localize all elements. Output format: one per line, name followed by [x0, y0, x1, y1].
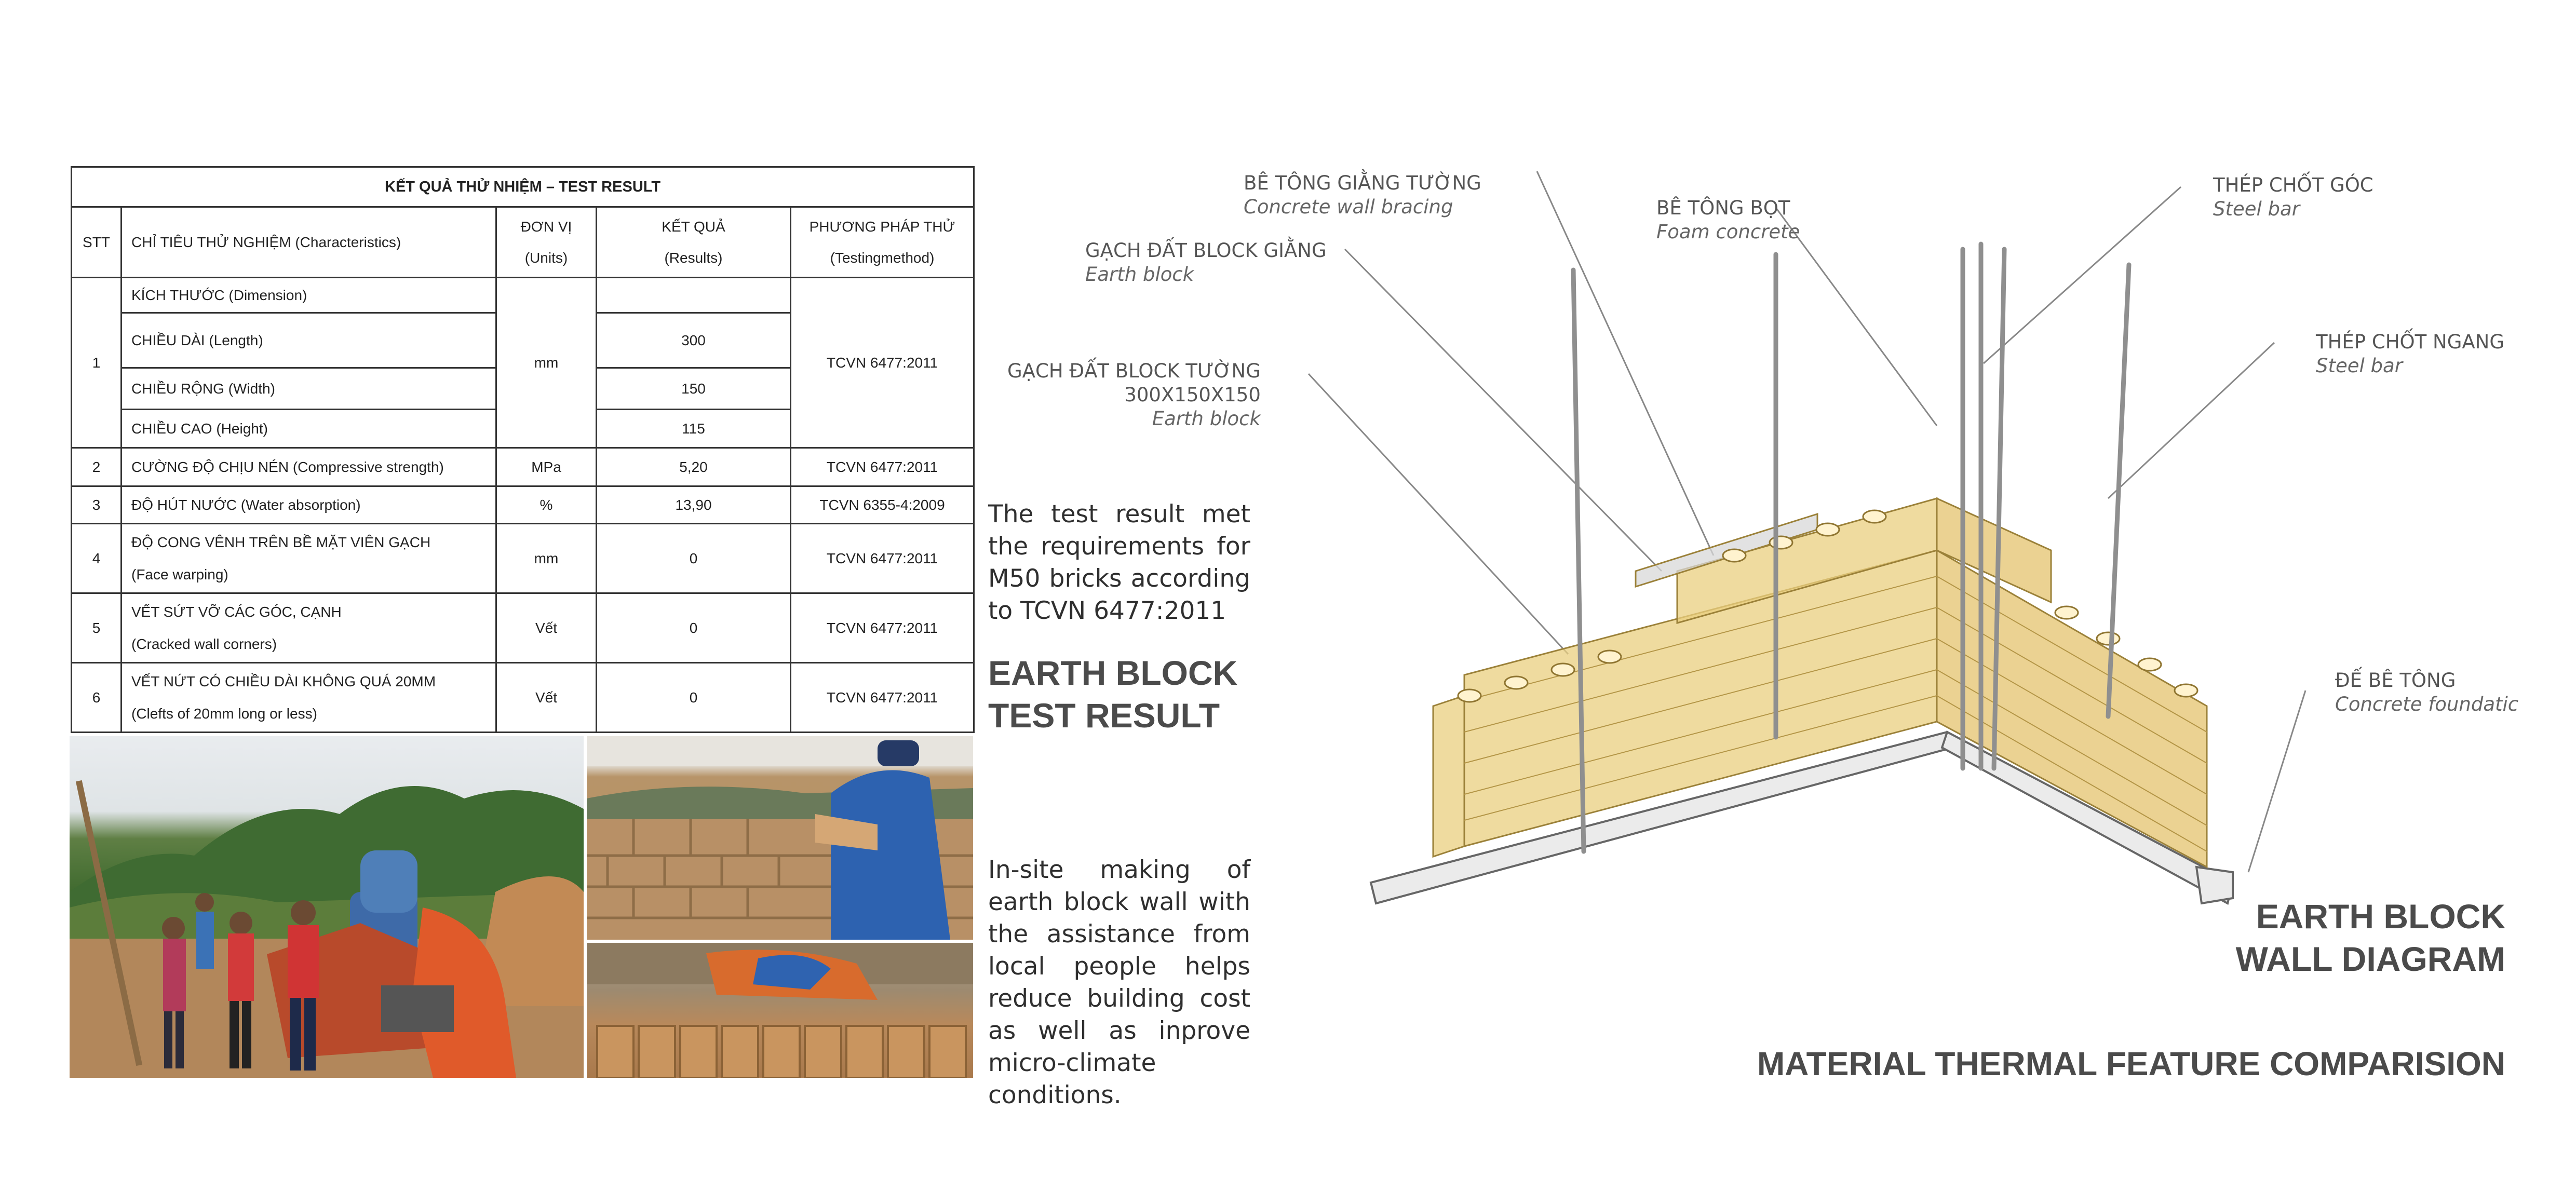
leader-line: [1309, 374, 1568, 654]
table-row: [72, 663, 974, 733]
row-stt: 5: [72, 593, 122, 663]
block-laying-photo: [587, 736, 973, 940]
table-row: [72, 448, 974, 486]
row-method: TCVN 6477:2011: [791, 278, 974, 448]
row-method: TCVN 6477:2011: [791, 448, 974, 486]
leader-line: [2248, 690, 2305, 872]
table-row: [72, 524, 974, 593]
row-unit: Vết: [496, 593, 597, 663]
row-result: 0: [597, 663, 791, 733]
table-row: [72, 486, 974, 524]
label-earth-block-wall: GẠCH ĐẤT BLOCK TƯỜNG 300X150X150 Earth block: [1007, 360, 1261, 430]
row-characteristic: CHIỀU CAO (Height): [122, 410, 496, 448]
header-method: PHƯƠNG PHÁP THỬ (Testingmethod): [791, 207, 974, 278]
row-characteristic: CHIỀU RỘNG (Width): [122, 368, 496, 410]
label-horizontal-steel: THÉP CHỐT NGANG Steel bar: [2316, 331, 2505, 377]
label-corner-steel: THÉP CHỐT GÓC Steel bar: [2213, 174, 2373, 220]
row-stt: 4: [72, 524, 122, 593]
row-characteristic: ĐỘ HÚT NƯỚC (Water absorption): [122, 486, 496, 524]
row-stt: 3: [72, 486, 122, 524]
label-wall-bracing: BÊ TÔNG GIẰNG TƯỜNG Concrete wall bracing: [1244, 172, 1481, 218]
block-stack-photo: [587, 943, 973, 1078]
header-characteristics: CHỈ TIÊU THỬ NGHIỆM (Characteristics): [122, 207, 496, 278]
header-units: ĐƠN VỊ (Units): [496, 207, 597, 278]
row-unit: MPa: [496, 448, 597, 486]
row-method: TCVN 6477:2011: [791, 524, 974, 593]
wall-diagram-heading: EARTH BLOCK WALL DIAGRAM: [2235, 897, 2505, 978]
row-characteristic: VẾT NỨT CÓ CHIỀU DÀI KHÔNG QUÁ 20MM (Clefts of 20mm long or less): [122, 663, 496, 733]
table-caption: KẾT QUẢ THỬ NHIỆM – TEST RESULT: [72, 167, 974, 207]
site-making-description: In-site making of earth block wall with the assistance from local people helps reduce building cost as well as inprove micro-climate conditions.: [988, 856, 1250, 1109]
label-foam-concrete: BÊ TÔNG BỌT Foam concrete: [1656, 197, 1800, 243]
row-characteristic: CƯỜNG ĐỘ CHỊU NÉN (Compressive strength): [122, 448, 496, 486]
row-unit: Vết: [496, 663, 597, 733]
table-row: [72, 593, 974, 663]
row-result: 300: [597, 313, 791, 368]
row-method: TCVN 6477:2011: [791, 593, 974, 663]
row-stt: 2: [72, 448, 122, 486]
row-result: 5,20: [597, 448, 791, 486]
row-characteristic: KÍCH THƯỚC (Dimension): [122, 278, 496, 313]
row-stt: 6: [72, 663, 122, 733]
row-result: 115: [597, 410, 791, 448]
earth-block-wall-diagram: [1298, 156, 2534, 966]
label-earth-block-bracing: GẠCH ĐẤT BLOCK GIẰNG Earth block: [1085, 239, 1327, 286]
test-result-heading: EARTH BLOCK TEST RESULT: [988, 654, 1238, 735]
row-unit: %: [496, 486, 597, 524]
row-method: TCVN 6477:2011: [791, 663, 974, 733]
test-result-description: The test result met the requirements for M50 bricks according to TCVN 6477:2011: [988, 500, 1250, 625]
row-stt: 1: [72, 278, 122, 448]
site-machine-photo: [70, 736, 584, 1078]
leader-line: [1776, 208, 1937, 426]
test-result-table: [71, 166, 975, 733]
row-result: 0: [597, 593, 791, 663]
header-stt: STT: [72, 207, 122, 278]
row-result: 0: [597, 524, 791, 593]
leader-line: [2108, 343, 2274, 498]
row-characteristic: VẾT SỨT VỠ CÁC GÓC, CẠNH (Cracked wall corners): [122, 593, 496, 663]
row-method: TCVN 6355-4:2009: [791, 486, 974, 524]
table-row: [72, 278, 974, 313]
row-result: [597, 278, 791, 313]
comparison-heading: MATERIAL THERMAL FEATURE COMPARISION: [1757, 1045, 2505, 1082]
row-characteristic: ĐỘ CONG VÊNH TRÊN BỀ MẶT VIÊN GẠCH (Face warping): [122, 524, 496, 593]
leader-line: [1984, 187, 2181, 363]
steel-bar: [2108, 265, 2129, 716]
row-unit: mm: [496, 278, 597, 448]
row-unit: mm: [496, 524, 597, 593]
row-characteristic: CHIỀU DÀI (Length): [122, 313, 496, 368]
row-result: 150: [597, 368, 791, 410]
label-foundation: ĐẾ BÊ TÔNG Concrete foundatic: [2335, 669, 2519, 715]
leader-line: [1345, 249, 1662, 571]
header-results: KẾT QUẢ (Results): [597, 207, 791, 278]
row-result: 13,90: [597, 486, 791, 524]
